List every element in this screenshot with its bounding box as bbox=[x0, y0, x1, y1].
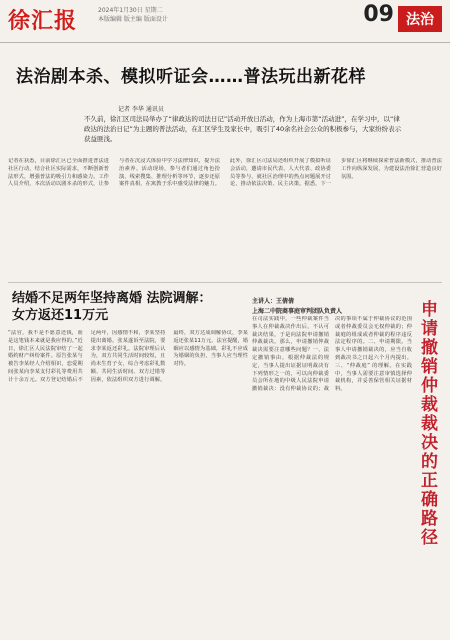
masthead-editors: 本版编辑 版主编 版面设计 bbox=[98, 16, 168, 23]
sidebar-speaker: 主讲人：王倩倩 bbox=[252, 298, 295, 305]
section-tag: 法治 bbox=[398, 6, 442, 32]
masthead bbox=[0, 0, 450, 43]
story-headline: 结婚不足两年坚持离婚 法院调解：女方返还11万元 bbox=[12, 291, 212, 323]
main-body: 记者在获悉，目前徐汇区已全面推进普法进社区行动，结合社区实际需求，不断创新普法形式，增强普法的吸引力和感染力。工作人员介绍，本次活动以剧本杀的形式，让参与者在沉浸式体验中学习法律知识，提升法治素养。活动现场，参与者们通过角色扮演、线索搜集、推理分析等环节，逐步还原案件真相，在寓教于乐中感受法律的魅力。此外，徐汇区司法局还组织开展了模拟听证会活动，邀请市民代表、人大代表、政协委员等参与，就社区治理中的热点问题展开讨论，推动依法决策、民主决策。据悉，下一步徐汇区将继续探索普法新模式，推动普法工作向纵深发展，为建设法治徐汇营造良好氛围。 bbox=[8, 158, 442, 188]
main-byline: 记者 李华 通讯员 bbox=[118, 106, 164, 113]
masthead-meta bbox=[98, 6, 168, 24]
section-divider bbox=[8, 282, 442, 283]
sidebar-body: 在司法实践中，一些仲裁案件当事人在仲裁裁决作出后，不认可裁决结果，于是向法院申请撤销仲裁裁决。那么，申请撤销仲裁裁决需要注意哪些问题？一、法定撤销事由。根据仲裁法的规定，当事人提出证据证明裁决有下列情形之一的，可以向仲裁委员会所在地的中级人民法院申请撤销裁决：没有仲裁协议的；裁决的事项不属于仲裁协议的范围或者仲裁委员会无权仲裁的；仲裁庭的组成或者仲裁的程序违反法定程序的。二、申请期限。当事人申请撤销裁决的，应当自收到裁决书之日起六个月内提出。三、“仲裁庭” 的理解。在实践中，当事人需要注意审慎选择仲裁机构，并妥善保管相关证据材料。 bbox=[252, 316, 412, 393]
story-body: “法官，我不是不愿意还钱，而是这笔钱本来就是我应得的。”近日，徐汇区人民法院审结了一起婚约财产纠纷案件。原告张某与被告李某经人介绍相识，恋爱期间张某向李某支付彩礼等费用共计十余万元。双方登记结婚后不足两年，因感情不和，李某坚持提出离婚。张某遂诉至法院，要求李某返还彩礼。法院审理后认为，双方共同生活时间较短，且尚未生育子女，综合考虑彩礼数额、共同生活时间、双方过错等因素，依法组织双方进行调解。最终，双方达成调解协议，李某返还张某11万元。法官提醒，婚姻应以感情为基础，彩礼不应成为婚姻的负担，当事人应当理性对待。 bbox=[8, 330, 248, 383]
newspaper-logo: 徐汇报 bbox=[8, 8, 78, 34]
main-lead: 不久前，徐汇区司法局举办了“律政达的司法日记”活动开放日活动，作为上海市第“活动进”，在学习中，以“律政达的法治日记”为主题的普法活动，在汇区学生及家长中，吸引了40余名社会公众的积极参与，大家纷纷表示获益匪浅。 bbox=[84, 115, 402, 143]
sidebar-speaker-title: 上海二中院商事庭审判团队负责人 bbox=[252, 308, 343, 315]
vertical-headline: 申请撤销仲裁裁决的正确路径 bbox=[417, 300, 437, 547]
main-headline: 法治剧本杀、模拟听证会……普法玩出新花样 bbox=[16, 67, 366, 87]
masthead-date: 2024年1月30日 星期二 bbox=[98, 7, 163, 14]
page-number: 09 bbox=[363, 2, 394, 27]
